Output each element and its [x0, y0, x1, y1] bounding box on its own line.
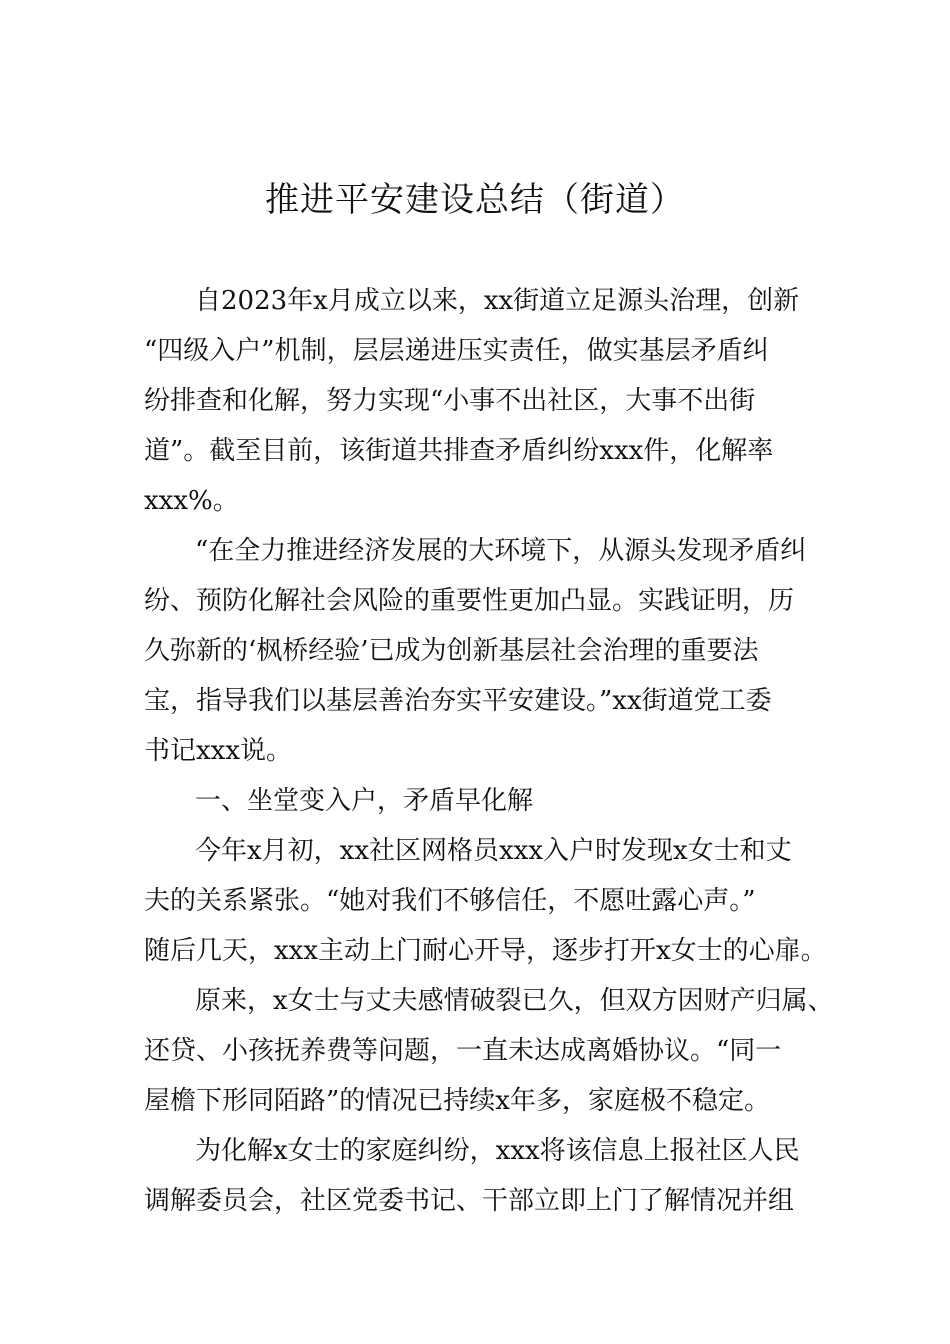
paragraph-line: 纷、预防化解社会风险的重要性更加凸显。实践证明，历 [144, 586, 795, 616]
paragraph-line: 自2023年x月成立以来，xx街道立足源头治理，创新 [195, 286, 800, 316]
paragraph-line: “四级入户”机制，层层递进压实责任，做实基层矛盾纠 [144, 336, 769, 366]
paragraph-line: 道”。截至目前，该街道共排查矛盾纠纷xxx件，化解率 [144, 436, 774, 466]
paragraph-line: 久弥新的‘枫桥经验’已成为创新基层社会治理的重要法 [144, 636, 759, 666]
document-title: 推进平安建设总结（街道） [265, 180, 685, 220]
paragraph-line: xxx%。 [144, 486, 239, 516]
paragraph-line: 随后几天，xxx主动上门耐心开导，逐步打开x女士的心扉。 [144, 936, 827, 966]
paragraph-line: 屋檐下形同陌路”的情况已持续x年多，家庭极不稳定。 [144, 1086, 770, 1116]
paragraph-line: 书记xxx说。 [144, 736, 292, 766]
paragraph-line: 为化解x女士的家庭纠纷，xxx将该信息上报社区人民 [195, 1136, 800, 1166]
paragraph-line: 今年x月初，xx社区网格员xxx入户时发现x女士和丈 [195, 836, 792, 866]
paragraph-line: 宝，指导我们以基层善治夯实平安建设。”xx街道党工委 [144, 686, 772, 716]
paragraph-line: 调解委员会，社区党委书记、干部立即上门了解情况并组 [144, 1186, 795, 1216]
paragraph-line: “在全力推进经济发展的大环境下，从源头发现矛盾纠 [195, 536, 807, 566]
paragraph-line: 夫的关系紧张。“她对我们不够信任，不愿吐露心声。” [144, 886, 756, 916]
paragraph-line: 纷排查和化解，努力实现“小事不出社区，大事不出街 [144, 386, 756, 416]
paragraph-line: 原来，x女士与丈夫感情破裂已久，但双方因财产归属、 [195, 986, 834, 1016]
paragraph-line: 还贷、小孩抚养费等问题，一直未达成离婚协议。“同一 [144, 1036, 782, 1066]
document-body [144, 276, 834, 1226]
section-heading: 一、坐堂变入户，矛盾早化解 [195, 786, 534, 816]
